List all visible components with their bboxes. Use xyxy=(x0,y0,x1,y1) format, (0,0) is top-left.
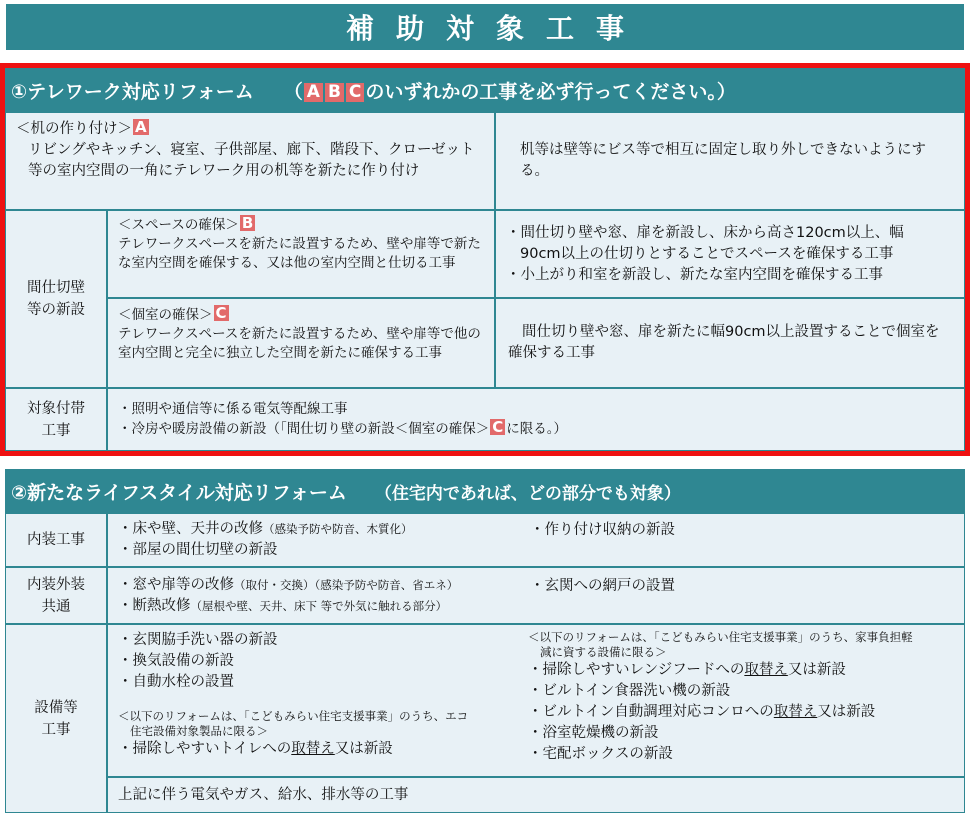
ancillary-label-line1: 対象付帯 xyxy=(27,400,85,417)
ancillary-item1: ・照明や通信等に係る電気等配線工事 xyxy=(118,401,348,417)
equipment-left-column xyxy=(118,630,518,760)
interior-item1: ・床や壁、天井の改修（感染予防や防音、木質化） xyxy=(118,521,413,537)
space-req1-line1: ・間仕切り壁や窓、扉を新設し、床から高さ120cm以上、幅 xyxy=(506,224,904,241)
ancillary-label-cell xyxy=(5,388,107,451)
space-req1-line2: 90cm以上の仕切りとすることでスペースを確保する工事 xyxy=(520,245,894,262)
equipment-dryer-item: ・浴室乾燥機の新設 xyxy=(528,725,659,741)
desk-description: リビングやキッチン、寝室、子供部屋、廊下、階段下、クローゼット等の室内空間の一角にテレワーク用の机等を新たに作り付け xyxy=(28,142,475,179)
space-description-cell xyxy=(107,210,495,298)
section2-header xyxy=(5,469,965,513)
ancillary-label-line2: 工事 xyxy=(41,422,71,439)
equipment-stove-item: ・ビルトイン自動調理対応コンロへの取替え又は新設 xyxy=(528,704,876,720)
equipment-accompanying-cell xyxy=(107,777,965,813)
partition-label-cell xyxy=(5,210,107,388)
badge-b: B xyxy=(325,83,344,102)
equipment-left-item2: ・換気設備の新設 xyxy=(118,653,234,669)
common-label-line1: 内装外装 xyxy=(27,576,85,593)
common-item1: ・窓や扉等の改修（取付・交換）（感染予防や防音、省エネ） xyxy=(118,576,459,593)
common-item3: ・玄関への網戸の設置 xyxy=(530,578,675,594)
section1-header xyxy=(5,68,965,112)
partition-label-line2: 等の新設 xyxy=(27,302,85,318)
equipment-left-item3: ・自動水栓の設置 xyxy=(118,674,234,690)
desk-requirement: 机等は壁等にビス等で相互に固定し取り外しできないようにする。 xyxy=(520,142,926,179)
interior-item3: ・作り付け収納の新設 xyxy=(530,522,675,538)
equipment-accompanying: 上記に伴う電気やガス、給水、排水等の工事 xyxy=(118,786,409,803)
space-description: テレワークスペースを新たに設置するため、壁や扉等で新たな室内空間を確保する、又は他の室内空間と仕切る工事 xyxy=(118,236,481,271)
room-requirement-cell xyxy=(495,298,965,388)
badge-c: C xyxy=(346,83,364,102)
badge-b: B xyxy=(241,214,254,232)
desk-requirement-cell xyxy=(495,112,965,210)
space-requirement-cell xyxy=(495,210,965,298)
partition-label-line1: 間仕切壁 xyxy=(27,280,85,296)
section1-title: ①テレワーク対応リフォーム xyxy=(11,80,254,103)
room-requirement: 間仕切り壁や窓、扉を新たに幅90cm以上設置することで個室を確保する工事 xyxy=(508,324,940,361)
badge-a: A xyxy=(135,118,147,136)
ancillary-items-cell xyxy=(107,388,965,451)
room-description-cell xyxy=(107,298,495,388)
page-title: 補助対象工事 xyxy=(345,12,646,45)
equipment-right-column xyxy=(528,630,958,765)
equipment-right-note-line2: 減に資する設備に限る＞ xyxy=(540,645,667,659)
equipment-left-note-line2: 住宅設備対象製品に限る＞ xyxy=(130,724,268,738)
space-heading: ＜スペースの確保＞ B xyxy=(118,214,254,233)
interior-item2: ・部屋の間仕切壁の新設 xyxy=(118,542,278,558)
badge-a: A xyxy=(304,83,323,102)
equipment-dishwasher-item: ・ビルトイン食器洗い機の新設 xyxy=(528,683,731,699)
equipment-toilet-item: ・掃除しやすいトイレへの取替え又は新設 xyxy=(118,741,393,757)
equipment-hood-item: ・掃除しやすいレンジフードへの取替え又は新設 xyxy=(528,662,846,678)
desk-heading: ＜机の作り付け＞ A xyxy=(16,118,147,137)
common-label-line2: 共通 xyxy=(41,598,71,615)
section2-note: （住宅内であれば、どの部分でも対象） xyxy=(374,483,681,504)
section1-note: （ A B C のいずれかの工事を必ず行ってください。） xyxy=(283,80,736,103)
desk-description-cell xyxy=(5,112,495,210)
badge-c: C xyxy=(215,304,227,322)
interior-label-cell xyxy=(5,513,107,567)
equipment-label-line1: 設備等 xyxy=(34,699,78,716)
common-label-cell xyxy=(5,567,107,624)
equipment-left-note-line1: ＜以下のリフォームは、「こどもみらい住宅支援事業」のうち、エコ xyxy=(118,709,469,723)
equipment-left-item1: ・玄関脇手洗い器の新設 xyxy=(118,632,278,648)
space-req2: ・小上がり和室を新設し、新たな室内空間を確保する工事 xyxy=(506,266,883,283)
equipment-right-note-line1: ＜以下のリフォームは、「こどもみらい住宅支援事業」のうち、家事負担軽 xyxy=(528,630,913,644)
room-description: テレワークスペースを新たに設置するため、壁や扉等で他の室内空間と完全に独立した空間を新たに確保する工事 xyxy=(118,326,481,361)
room-heading: ＜個室の確保＞ C xyxy=(118,304,227,323)
equipment-label-cell xyxy=(5,624,107,813)
equipment-label-line2: 工事 xyxy=(41,721,71,738)
interior-label: 内装工事 xyxy=(27,532,85,548)
ancillary-item2: ・冷房や暖房設備の新設（「間仕切り壁の新設＜個室の確保＞ C に限る。） xyxy=(118,418,568,437)
equipment-delivery-item: ・宅配ボックスの新設 xyxy=(528,746,673,762)
badge-c: C xyxy=(492,418,504,436)
section2-title: ②新たなライフスタイル対応リフォーム xyxy=(11,481,347,504)
common-item2: ・断熱改修（屋根や壁、天井、床下 等で外気に触れる部分） xyxy=(118,597,448,614)
page-title-banner xyxy=(6,4,964,50)
